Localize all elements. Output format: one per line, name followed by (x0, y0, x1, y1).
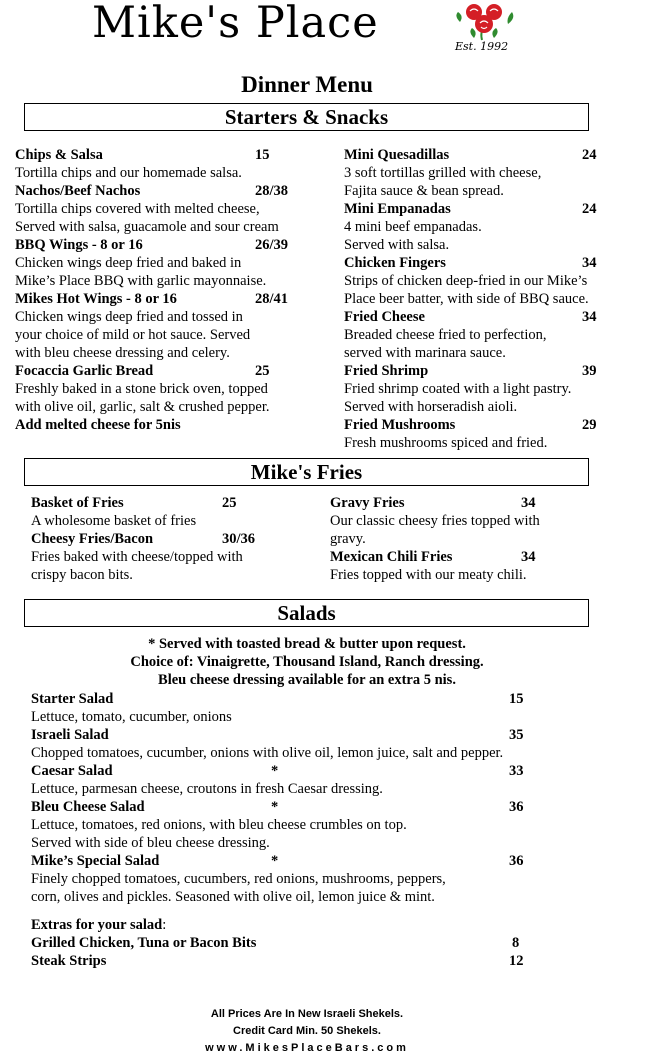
item-description: Tortilla chips covered with melted cheese, (15, 201, 260, 217)
item-description: Lettuce, tomatoes, red onions, with bleu cheese crumbles on top. (31, 817, 407, 833)
item-price: 15 (509, 691, 524, 707)
fries-right-column (330, 494, 610, 584)
menu-item (31, 852, 591, 906)
salads-heading: Salads (24, 599, 589, 627)
extra-item (31, 934, 591, 952)
footer-website: www.MikesPlaceBars.com (205, 1042, 409, 1054)
menu-item (31, 494, 321, 530)
item-description: Tortilla chips and our homemade salsa. (15, 165, 242, 181)
extras-colon: : (162, 917, 167, 933)
item-description: Strips of chicken deep-fried in our Mike’s (344, 273, 588, 289)
item-name: Mini Quesadillas (344, 147, 450, 163)
menu-item (344, 416, 614, 452)
item-description: Lettuce, tomato, cucumber, onions (31, 709, 232, 725)
extras-title-row (31, 916, 591, 934)
menu-item (31, 762, 591, 798)
item-price: 36 (509, 853, 524, 869)
item-description: Freshly baked in a stone brick oven, topped (15, 381, 268, 397)
footer-currency-note: All Prices Are In New Israeli Shekels. (210, 1008, 404, 1020)
menu-item (31, 690, 591, 726)
item-price: 34 (582, 255, 597, 271)
item-price: 25 (255, 363, 270, 379)
item-description: gravy. (330, 531, 366, 547)
item-name: Fried Cheese (344, 309, 425, 325)
menu-item (31, 798, 591, 852)
menu-item (344, 254, 614, 308)
item-description: Chicken wings deep fried and baked in (15, 255, 242, 271)
item-description: crispy bacon bits. (31, 567, 133, 583)
item-description: Breaded cheese fried to perfection, (344, 327, 547, 343)
salads-list (31, 690, 591, 906)
item-price: 26/39 (255, 237, 289, 253)
item-name: Gravy Fries (330, 495, 405, 511)
menu-item (330, 548, 610, 584)
menu-item (15, 362, 335, 416)
item-name: Cheesy Fries/Bacon (31, 531, 154, 547)
item-description: Our classic cheesy fries topped with (330, 513, 540, 529)
salads-notes (0, 635, 614, 689)
fries-left-column (31, 494, 321, 584)
item-price: 39 (582, 363, 597, 379)
starters-heading: Starters & Snacks (24, 103, 589, 131)
item-description: 3 soft tortillas grilled with cheese, (344, 165, 542, 181)
item-description: Fajita sauce & bean spread. (344, 183, 504, 199)
item-price: 34 (582, 309, 597, 325)
item-name: Fried Mushrooms (344, 417, 456, 433)
item-name: Basket of Fries (31, 495, 124, 511)
salad-note: Bleu cheese dressing available for an extra 5 nis. (158, 672, 456, 688)
menu-item (15, 290, 335, 362)
item-description: corn, olives and pickles. Seasoned with olive oil, lemon juice & mint. (31, 889, 435, 905)
item-star: * (271, 853, 279, 869)
extra-item (31, 952, 591, 970)
item-price: 24 (582, 201, 597, 217)
item-description: Mike’s Place BBQ with garlic mayonnaise. (15, 273, 267, 289)
menu-item (344, 146, 614, 200)
item-name: Mini Empanadas (344, 201, 451, 217)
item-price: 8 (512, 935, 520, 951)
item-name: Mikes Hot Wings - 8 or 16 (15, 291, 177, 307)
salad-extras (31, 916, 591, 970)
fries-heading: Mike's Fries (24, 458, 589, 486)
item-price: 35 (509, 727, 524, 743)
footer-card-minimum: Credit Card Min. 50 Shekels. (233, 1025, 381, 1037)
item-name: Focaccia Garlic Bread (15, 363, 154, 379)
item-price: 28/41 (255, 291, 289, 307)
item-description: 4 mini beef empanadas. (344, 219, 482, 235)
item-price: 36 (509, 799, 524, 815)
menu-item (31, 530, 321, 584)
item-name: Fried Shrimp (344, 363, 429, 379)
item-name: BBQ Wings - 8 or 16 (15, 237, 143, 253)
item-description: Served with side of bleu cheese dressing. (31, 835, 270, 851)
item-description: Served with salsa, guacamole and sour cream (15, 219, 279, 235)
item-price: 34 (521, 495, 536, 511)
menu-item (15, 146, 335, 182)
item-name: Nachos/Beef Nachos (15, 183, 141, 199)
item-description: Fresh mushrooms spiced and fried. (344, 435, 548, 451)
item-name: Mexican Chili Fries (330, 549, 453, 565)
item-description: with bleu cheese dressing and celery. (15, 345, 230, 361)
item-price: 29 (582, 417, 597, 433)
item-name: Bleu Cheese Salad (31, 799, 145, 815)
item-description: Fries topped with our meaty chili. (330, 567, 527, 583)
logo-text: Mike's Place (92, 0, 379, 48)
item-name: Steak Strips (31, 953, 107, 969)
item-price: 24 (582, 147, 597, 163)
item-name: Mike’s Special Salad (31, 853, 160, 869)
item-price: 33 (509, 763, 524, 779)
item-name: Grilled Chicken, Tuna or Bacon Bits (31, 935, 257, 951)
item-description: Lettuce, parmesan cheese, croutons in fresh Caesar dressing. (31, 781, 383, 797)
item-name: Israeli Salad (31, 727, 109, 743)
item-price: 25 (222, 495, 237, 511)
item-price: 34 (521, 549, 536, 565)
item-star: * (271, 763, 279, 779)
menu-item (344, 362, 614, 416)
starters-right-column (344, 146, 614, 452)
menu-title: Dinner Menu (241, 72, 373, 97)
item-name: Starter Salad (31, 691, 114, 707)
item-price: 28/38 (255, 183, 289, 199)
established-year: Est. 1992 (455, 40, 509, 53)
item-description: Fried shrimp coated with a light pastry. (344, 381, 572, 397)
item-description: Chopped tomatoes, cucumber, onions with olive oil, lemon juice, salt and pepper. (31, 745, 504, 761)
item-description: with olive oil, garlic, salt & crushed pepper. (15, 399, 270, 415)
item-price: 12 (509, 953, 524, 969)
item-description: Fries baked with cheese/topped with (31, 549, 243, 565)
item-description: Chicken wings deep fried and tossed in (15, 309, 243, 325)
menu-item (31, 726, 591, 762)
item-name: Chicken Fingers (344, 255, 446, 271)
item-description: Place beer batter, with side of BBQ sauce. (344, 291, 589, 307)
melted-cheese-addon: Add melted cheese for 5nis (15, 417, 181, 433)
item-price: 15 (255, 147, 270, 163)
item-star: * (271, 799, 279, 815)
extras-title: Extras for your salad (31, 917, 163, 933)
salad-note: Choice of: Vinaigrette, Thousand Island, Ranch dressing. (130, 654, 484, 670)
item-name: Chips & Salsa (15, 147, 103, 163)
item-name: Caesar Salad (31, 763, 113, 779)
starters-left-column (15, 146, 335, 434)
menu-item (344, 308, 614, 362)
menu-item (344, 200, 614, 254)
salad-note: * Served with toasted bread & butter upon request. (148, 636, 466, 652)
item-description: Finely chopped tomatoes, cucumbers, red onions, mushrooms, peppers, (31, 871, 446, 887)
item-description: served with marinara sauce. (344, 345, 506, 361)
item-description: Served with horseradish aioli. (344, 399, 518, 415)
item-description: your choice of mild or hot sauce. Served (15, 327, 251, 343)
menu-item (15, 182, 335, 236)
item-description: A wholesome basket of fries (31, 513, 197, 529)
roses-logo-icon (452, 2, 518, 42)
menu-item (15, 236, 335, 290)
item-description: Served with salsa. (344, 237, 450, 253)
menu-item (330, 494, 610, 548)
item-price: 30/36 (222, 531, 256, 547)
